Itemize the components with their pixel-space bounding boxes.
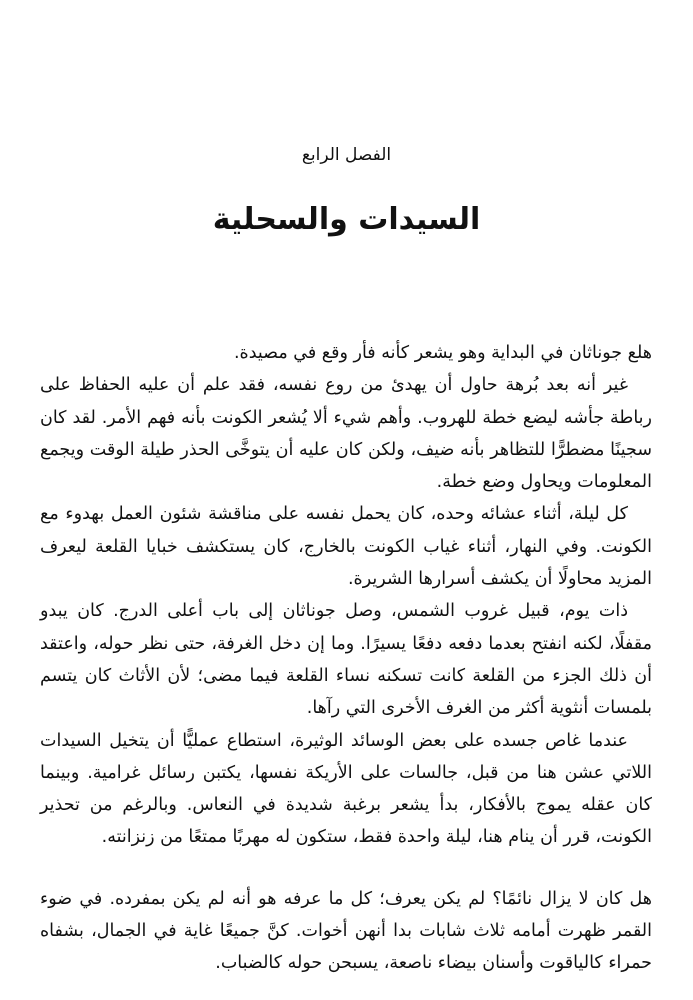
- paragraph: ذات يوم، قبيل غروب الشمس، وصل جوناثان إلى باب أعلى الدرج. كان يبدو مقفلًا، لكنه انفتح بعدما دفعه دفعًا يسيرًا. وما إن دخل الغرفة، حتى نظر حوله، واعتقد أن ذلك الجزء من القلعة كانت تسكنه نساء القلعة فيما مضى؛ لأن الأثاث كان يتسم بلمسات أنثوية أكثر من الغرف الأخرى التي رآها.: [40, 601, 652, 719]
- paragraph: كل ليلة، أثناء عشائه وحده، كان يحمل نفسه على مناقشة شئون العمل بهدوء مع الكونت. وفي النهار، أثناء غياب الكونت بالخارج، كان يستكشف خبايا القلعة ليعرف المزيد محاولًا أن يكشف أسرارها الشريرة.: [40, 504, 652, 590]
- paragraph: هلع جوناثان في البداية وهو يشعر كأنه فأر وقع في مصيدة.: [233, 343, 652, 363]
- paragraph: غير أنه بعد بُرهة حاول أن يهدئ من روع نفسه، فقد علم أن عليه الحفاظ على رباطة جأشه ليضع خطة للهروب. وأهم شيء ألا يُشعر الكونت بأنه فهم الأمر. لقد كان سجينًا مضطرًّا للتظاهر بأنه ضيف، ولكن كان عليه أن يتوخَّى الحذر طيلة الوقت ويجمع المعلومات ويحاول وضع خطة.: [40, 375, 652, 493]
- chapter-body: [40, 337, 652, 980]
- chapter-label: الفصل الرابع: [301, 145, 392, 165]
- chapter-title: السيدات والسحلية: [212, 202, 481, 237]
- paragraph: عندما غاص جسده على بعض الوسائد الوثيرة، استطاع عمليًّا أن يتخيل السيدات اللاتي عشن هنا من قبل، جالسات على الأريكة نفسها، يكتبن رسائل غرامية. وبينما كان عقله يموج بالأفكار، بدأ يشعر برغبة شديدة في النعاس. وبالرغم من تحذير الكونت، قرر أن ينام هنا، ليلة واحدة فقط، ستكون له مهربًا ممتعًا من زنزانته.: [40, 730, 652, 848]
- paragraph: هل كان لا يزال نائمًا؟ لم يكن يعرف؛ كل ما عرفه هو أنه لم يكن بمفرده. في ضوء القمر ظهرت أمامه ثلاث شابات بدا أنهن أخوات. كنَّ جميعًا غاية في الجمال، بشفاه حمراء كالياقوت وأسنان بيضاء ناصعة، يسبحن حوله كالضباب.: [40, 888, 652, 974]
